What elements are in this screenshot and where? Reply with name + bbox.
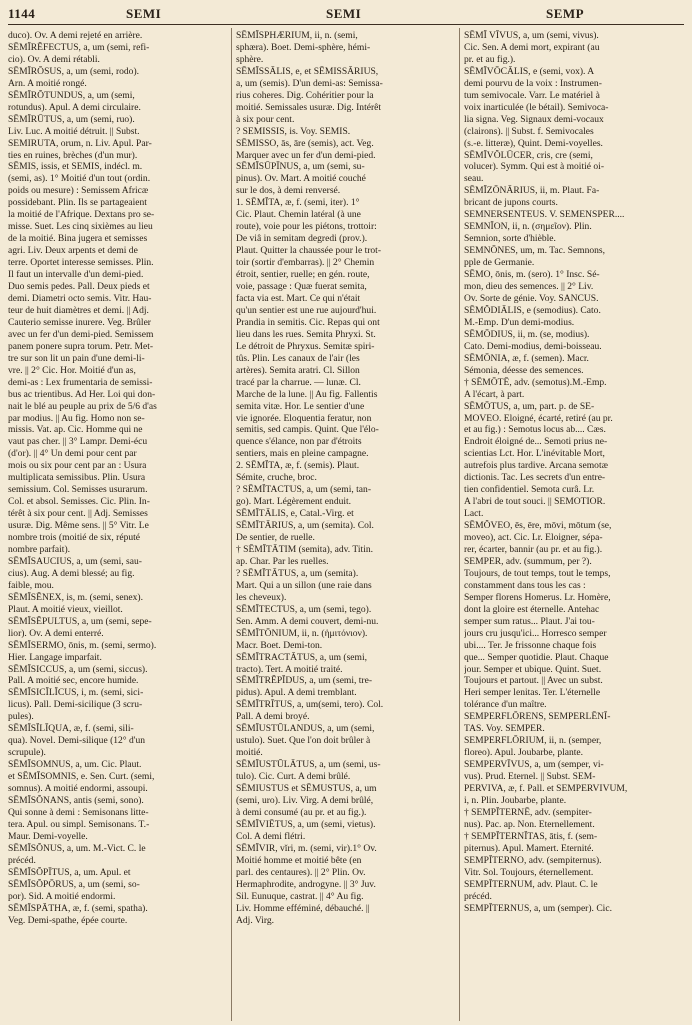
text-line: qua). Novel. Demi-silique (12° d'un	[8, 735, 146, 747]
text-line: 1. SĒMĬTA, æ, f. (semi, iter). 1°	[236, 197, 360, 209]
text-line: Arn. A moitié rongé.	[8, 77, 87, 89]
text-line: voie, passage : Quæ fuerat semita,	[236, 281, 367, 293]
text-line: i, n. Plin. Joubarbe, plante.	[464, 795, 567, 806]
text-line: SĒMĬRŪTUS, a, um (semi, ruo).	[8, 113, 135, 125]
text-line: ties en ruines, brèches (d'un mur).	[8, 149, 138, 161]
text-line: Prandia in semitis. Cic. Repas qui ont	[236, 316, 380, 328]
text-line: SĒMĬTĀLIS, e, Catal.-Virg. et	[236, 508, 354, 520]
text-line: demi pourvu de la voix : Instrumen-	[464, 77, 602, 89]
text-line: SĒMĬUSTŬLĀTUS, a, um (semi, us-	[236, 759, 381, 771]
text-line: go). Mart. Légèrement enduit.	[236, 496, 352, 508]
text-line: SĒMŌDIUS, ii, m. (se, modius).	[464, 328, 590, 340]
text-line: tolérance d'un maître.	[464, 699, 547, 711]
text-line: SĒMISSO, ās, āre (semis), act. Veg.	[236, 137, 374, 149]
header-center-word: SEMI	[326, 6, 362, 21]
text-line: agri. Liv. Deux arpents et demi de	[8, 245, 138, 257]
text-line: De sentier, de ruelle.	[236, 532, 315, 544]
text-line: Adj. Virg.	[236, 914, 275, 926]
text-line: Veg. Demi-spathe, épée courte.	[8, 914, 128, 926]
text-line: Le détroit de Phryxus. Semitæ spiri-	[236, 340, 375, 352]
text-line: pr. et au fig.).	[464, 53, 516, 65]
text-line: constamment dans tous les cas :	[464, 579, 586, 591]
text-line: Cauterio semisse inurere. Veg. Brûler	[8, 316, 151, 328]
text-line: sphæra). Boet. Demi-sphère, hémi-	[236, 41, 371, 53]
text-line: cio). Ov. A demi rétabli.	[8, 53, 100, 65]
text-line: tre sur son lit un pain d'une demi-li-	[8, 352, 145, 364]
text-line: Marquer avec un fer d'un demi-pied.	[236, 149, 376, 161]
text-line: SĒMĬSOMNUS, a, um. Cic. Plaut.	[8, 759, 142, 771]
text-line: SĒMĬRŌSUS, a, um (semi, rodo).	[8, 65, 140, 77]
text-line: sur le dos, à demi renversé.	[236, 185, 341, 197]
text-line: avec un fer d'un demi-pied. Semissem	[8, 328, 154, 340]
text-line: SĒMĬTŌNIUM, ii, n. (ἡμιτόνιον).	[236, 627, 368, 639]
text-line: SĒMŎVEO, ēs, ēre, mōvi, mōtum (se,	[464, 520, 612, 532]
text-line: (semi, uro). Liv. Virg. A demi brûlé,	[236, 795, 374, 806]
text-line: ? SĒMĬTACTUS, a, um (semi, tan-	[236, 484, 371, 496]
text-line: piternus). Apul. Mamert. Eternité.	[464, 842, 594, 854]
text-line: SĒMĬSĬLĪQUA, æ, f. (semi, sili-	[8, 723, 134, 735]
column-divider	[459, 28, 460, 1021]
text-line: Hier. Langage imparfait.	[8, 651, 102, 663]
text-line: missis. Vat. ap. Cic. Homme qui ne	[8, 424, 143, 436]
text-line: Endroit éloigné de... Semoti prius ne-	[464, 436, 608, 448]
text-line: SEMPER, adv. (summum, per ?).	[464, 555, 592, 567]
text-line: SĒMĬSSĀLIS, e, et SĒMISSĀRIUS,	[236, 65, 379, 77]
text-line: parl. des centaures). || 2° Plin. Ov.	[236, 866, 366, 878]
page-number: 1144	[8, 6, 36, 21]
text-line: A l'abri de tout souci. || SEMOTIOR.	[464, 496, 606, 508]
text-line: SEMNĬON, ii, n. (σημεῖον). Plin.	[464, 221, 592, 233]
column-divider	[231, 28, 232, 1021]
text-line: Pall. A moitié sec, encore humide.	[8, 675, 139, 687]
text-line: Sen. Amm. A demi couvert, demi-nu.	[236, 615, 379, 627]
text-line: SĒMO, ōnis, m. (sero). 1° Insc. Sé-	[464, 269, 600, 281]
text-line: sentiers, mais en pleine campagne.	[236, 448, 369, 460]
text-line: précéd.	[8, 854, 36, 866]
text-line: possidebant. Plin. Ils se partageaient	[8, 197, 147, 209]
text-line: SĒMŌTUS, a, um, part. p. de SE-	[464, 400, 595, 412]
text-line: SĒMĬVIĒTUS, a, um (semi, vietus).	[236, 818, 376, 830]
text-line: demi-as : Lex frumentaria de semissi-	[8, 376, 153, 388]
text-line: SĒMĬSPĂTHA, æ, f. (semi, spatha).	[8, 902, 148, 914]
text-line: précéd.	[464, 890, 492, 902]
text-line: Liv. Luc. A moitié détruit. || Subst.	[8, 125, 140, 137]
text-line: faible, mou.	[8, 579, 54, 591]
text-line: de la moitié. Bina jugera et semisses	[8, 233, 148, 245]
text-line: nombre parfait).	[8, 543, 71, 555]
text-line: misse. Suet. Les cinq sixièmes au lieu	[8, 221, 153, 233]
text-line: jours cru jusqu'ici... Horresco semper	[464, 627, 607, 639]
text-line: Col. A demi flétri.	[236, 830, 306, 842]
text-line: Cato. Demi-modius, demi-boisseau.	[464, 340, 602, 352]
text-line: † SEMPĬTERNĒ, adv. (sempiter-	[464, 806, 592, 818]
text-line: SĒMĬSERMO, ōnis, m. (semi, sermo).	[8, 639, 157, 651]
text-line: A l'écart, à part.	[464, 388, 525, 400]
text-line: Qui sonne à demi : Semisonans litte-	[8, 806, 149, 818]
text-line: dont la gloire est éternelle. Antehac	[464, 603, 600, 615]
text-line: ubi.... Ter. Je frissonne chaque fois	[464, 639, 597, 651]
text-line: bricant de jupons courts.	[464, 197, 558, 209]
text-line: artères). Semita aratri. Cl. Sillon	[236, 364, 360, 376]
text-line: SĒMĬVŌCĀLIS, e (semi, vox). A	[464, 65, 595, 77]
text-line: moitié. Semissales usuræ. Dig. Intérêt	[236, 101, 382, 113]
text-line: SEMNŌNES, um, m. Tac. Semnons,	[464, 245, 606, 257]
text-line: usuræ. Dig. Même sens. || 5° Vitr. Le	[8, 520, 149, 532]
header-rule	[8, 24, 684, 25]
text-line: ? SĒMĬTĀTUS, a, um (semita).	[236, 567, 359, 579]
text-line: (d'or). || 4° Un demi pour cent par	[8, 448, 137, 460]
text-line: (clairons). || Subst. f. Semivocales	[464, 125, 594, 137]
text-line: Lact.	[464, 508, 484, 520]
text-line: SĒMĬTRACTĀTUS, a, um (semi,	[236, 651, 367, 663]
text-line: TAS. Voy. SEMPER.	[464, 723, 545, 735]
text-line: cius). Aug. A demi blessé; au fig.	[8, 567, 135, 579]
text-line: SĒMĬRĔFECTUS, a, um (semi, refi-	[8, 41, 150, 53]
text-line: SĒMIS, issis, et SEMIS, indécl. m.	[8, 161, 143, 173]
text-line: SĒMĬSŎNUS, a, um. M.-Vict. C. le	[8, 842, 146, 854]
text-column-left	[8, 30, 226, 926]
text-line: SĒMĬZŌNĀRIUS, ii, m. Plaut. Fa-	[464, 185, 600, 197]
text-line: lieu dans les rues. Semita Phryxi. St.	[236, 328, 376, 340]
text-line: somnus). A moitié endormi, assoupi.	[8, 783, 148, 795]
text-line: SĒMĬSŎPŌRUS, a, um (semi, so-	[8, 878, 140, 890]
text-line: tracé par la charrue. — lunæ. Cl.	[236, 376, 361, 388]
text-line: pinus). Ov. Mart. A moitié couché	[236, 173, 366, 185]
text-line: et SĒMĬSOMNIS, e. Sen. Curt. (semi,	[8, 771, 155, 783]
text-line: vie ignorée. Eloquentia feratur, non	[236, 412, 372, 424]
text-line: facta via est. Mart. Ce qui n'était	[236, 292, 361, 304]
text-line: SĒMŌNIA, æ, f. (semen). Macr.	[464, 352, 589, 364]
text-line: qu'un sentier est une rue aujourd'hui.	[236, 304, 377, 316]
text-line: à demi consumé (au pr. et au fig.).	[236, 806, 367, 818]
text-line: Duo semis pedes. Pall. Deux pieds et	[8, 281, 150, 293]
text-line: SĒMĬSPHÆRIUM, ii, n. (semi,	[236, 30, 358, 41]
running-header	[8, 6, 684, 22]
text-line: MOVEO. Eloigné, écarté, retiré (au pr.	[464, 412, 613, 424]
text-line: Liv. Homme efféminé, débauché. ||	[236, 902, 370, 914]
text-line: tulo). Cic. Curt. A demi brûlé.	[236, 771, 351, 783]
text-line: a, um (semis). D'un demi-as: Semissa-	[236, 77, 383, 89]
text-line: que... Semper quotidie. Plaut. Chaque	[464, 651, 609, 663]
text-line: rer, écarter, bannir (au pr. et au fig.).	[464, 543, 603, 555]
text-line: demi. Diametri octo semis. Vitr. Hau-	[8, 292, 152, 304]
text-line: (s.-e. litteræ), Quint. Demi-voyelles.	[464, 137, 603, 149]
text-line: Semper florens Homerus. Lr. Homère,	[464, 591, 611, 603]
text-line: mon, dieu des semences. || 2° Liv.	[464, 281, 594, 293]
text-line: SĒMĬSŎPĪTUS, a, um. Apul. et	[8, 866, 131, 878]
text-line: SEMPERFLŌRENS, SEMPERLĒNĪ-	[464, 711, 611, 723]
text-line: moitié.	[236, 747, 263, 759]
header-right-word: SEMP	[546, 6, 585, 21]
text-line: PERVIVA, æ, f. Pall. et SEMPERVIVUM,	[464, 783, 628, 795]
text-line: Mart. Qui a un sillon (une raie dans	[236, 579, 372, 591]
text-line: jour. Semper et ubique. Quint. Suet.	[464, 663, 602, 675]
text-line: SĒMĬSŪPĪNUS, a, um (semi, su-	[236, 161, 365, 173]
text-line: SĒMIUSTUS et SĒMUSTUS, a, um	[236, 783, 377, 795]
text-line: lior). Ov. A demi enterré.	[8, 627, 104, 639]
text-line: ustulo). Suet. Que l'on doit brûler à	[236, 735, 371, 747]
text-line: SEMPĬTERNUM, adv. Plaut. C. le	[464, 878, 598, 890]
text-line: tum semivocale. Varr. Le matériel à	[464, 89, 600, 101]
text-line: Sémonia, déesse des semences.	[464, 364, 584, 376]
text-line: par modius. || Au fig. Homo non se-	[8, 412, 145, 424]
text-line: semita vitæ. Hor. Le sentier d'une	[236, 400, 365, 412]
text-line: volucer). Symm. Qui est à moitié oi-	[464, 161, 604, 173]
text-line: térêt à six pour cent. || Adj. Semisses	[8, 508, 148, 520]
text-line: SEMPERVĪVUS, a, um (semper, vi-	[464, 759, 604, 771]
text-line: Heri semper lenitas. Ter. L'éternelle	[464, 687, 601, 699]
text-line: Plaut. A moitié vieux, vieillot.	[8, 603, 123, 615]
text-line: bus ac trientibus. Ad Her. Loi qui don-	[8, 388, 156, 400]
text-line: SEMPĬTERNUS, a, um (semper). Cic.	[464, 902, 612, 914]
text-line: dictionis. Tac. Les secrets d'un entre-	[464, 472, 606, 484]
text-line: Semnion, sorte d'hièble.	[464, 233, 556, 245]
text-line: SĒMĬTRĔPĬDUS, a, um (semi, tre-	[236, 675, 373, 687]
text-line: la moitié de l'Afrique. Dextans pro se-	[8, 209, 155, 221]
text-line: les cheveux).	[236, 591, 287, 603]
text-line: vus). Prud. Eternel. || Subst. SEM-	[464, 771, 596, 783]
text-line: ? SEMISSIS, is. Voy. SEMIS.	[236, 125, 351, 137]
text-line: por). Sid. A moitié endormi.	[8, 890, 116, 902]
text-line: tera. Apul. ou simpl. Semisonans. T.-	[8, 818, 150, 830]
text-line: vaut pas cher. || 3° Lampr. Demi-écu	[8, 436, 148, 448]
text-line: SEMPĬTERNO, adv. (sempiternus).	[464, 854, 602, 866]
text-line: et au fig.) : Semotus locus ab.... Cæs.	[464, 424, 606, 436]
text-line: SEMIRUTA, orum, n. Liv. Apul. Par-	[8, 137, 152, 149]
text-line: SEMNERSENTEUS. V. SEMENSPER....	[464, 209, 625, 221]
text-line: scientias Lct. Hor. L'inévitable Mort,	[464, 448, 605, 460]
text-line: SĒMŎDIĀLIS, e (semodius). Cato.	[464, 304, 601, 316]
text-line: Sémite, cruche, broc.	[236, 472, 317, 484]
text-line: mois ou six pour cent par an : Usura	[8, 460, 147, 472]
text-line: De viâ in semitam degredi (prov.).	[236, 233, 368, 245]
text-line: nus). Pac. ap. Non. Eternellement.	[464, 818, 595, 830]
text-line: duco). Ov. A demi rejeté en arrière.	[8, 30, 143, 41]
text-line: Marche de la lune. || Au fig. Fallentis	[236, 388, 378, 400]
text-line: SĒMĬVIR, vĭri, m. (semi, vir).1° Ov.	[236, 842, 377, 854]
text-column-middle	[236, 30, 454, 926]
text-line: rius coheres. Dig. Cohéritier pour la	[236, 89, 374, 101]
text-line: tracto). Tert. A moitié traité.	[236, 663, 343, 675]
text-line: poids ou mesure) : Semissem Africæ	[8, 185, 149, 197]
text-line: Cic. Sen. A demi mort, expirant (au	[464, 41, 600, 53]
text-line: ap. Char. Par les ruelles.	[236, 555, 329, 567]
text-line: Col. et absol. Semisses. Cic. Plin. In-	[8, 496, 150, 508]
text-line: étroit, sentier, ruelle; en gén. route,	[236, 269, 370, 281]
text-line: Vitr. Sol. Toujours, éternellement.	[464, 866, 594, 878]
text-line: † SĒMŌTĒ, adv. (semotus).M.-Emp.	[464, 376, 607, 388]
text-line: panem ponere supra torum. Petr. Met-	[8, 340, 154, 352]
text-line: toir (sortir d'embarras). || 2° Chemin	[236, 257, 375, 269]
text-line: Toujours et partout. || Avec un subst.	[464, 675, 603, 687]
text-line: SĒMĬUSTŬLANDUS, a, um (semi,	[236, 723, 375, 735]
text-line: semissium. Col. Semisses usurarum.	[8, 484, 148, 496]
text-line: SĒMĬSICĬLĬCUS, i, m. (semi, sici-	[8, 687, 144, 699]
text-line: vre. || 2° Cic. Hor. Moitié d'un as,	[8, 364, 136, 376]
text-line: multiplicata semissibus. Plin. Usura	[8, 472, 146, 484]
text-line: terre. Oportet interesse semisses. Plin.	[8, 257, 154, 269]
text-line: moveo), act. Cic. Lr. Eloigner, sépa-	[464, 532, 603, 544]
text-line: SĒMĬ VĪVUS, a, um (semi, vivus).	[464, 30, 599, 41]
text-line: SĒMĬSĔPULTUS, a, um (semi, sepe-	[8, 615, 152, 627]
text-line: SĒMĬSAUCIUS, a, um (semi, sau-	[8, 555, 142, 567]
text-line: tien confidentiel. Semota curâ. Lr.	[464, 484, 595, 496]
text-line: semper sum ratus... Plaut. J'ai tou-	[464, 615, 595, 627]
text-line: Il faut un intervalle d'un demi-pied.	[8, 269, 144, 281]
text-line: Moitié homme et moitié bête (en	[236, 854, 362, 866]
text-line: (semi, as). 1° Moitié d'un tout (ordin.	[8, 173, 151, 185]
text-line: scrupule).	[8, 747, 46, 759]
text-line: sphère.	[236, 53, 264, 65]
text-column-right	[464, 30, 682, 915]
text-line: † SEMPĬTERNĬTAS, ātis, f. (sem-	[464, 830, 598, 842]
text-line: M.-Emp. D'un demi-modius.	[464, 316, 575, 328]
text-line: nait le blé au peuple au prix de 5/6 d'as	[8, 400, 157, 412]
text-line: route), voie pour les piétons, trottoir:	[236, 221, 377, 233]
text-line: floreo). Apul. Joubarbe, plante.	[464, 747, 584, 759]
text-line: lia signa. Veg. Signaux demi-vocaux	[464, 113, 604, 125]
text-line: pidus). Apul. A demi tremblant.	[236, 687, 357, 699]
text-line: Ov. Sorte de génie. Voy. SANCUS.	[464, 292, 599, 304]
text-line: pules).	[8, 711, 34, 723]
text-line: † SĒMĬTĀTIM (semita), adv. Titin.	[236, 543, 374, 555]
text-line: quence s'élance, non par d'étroits	[236, 436, 362, 448]
text-line: autrefois plus tardive. Arcana semotæ	[464, 460, 608, 472]
text-line: Maur. Demi-voyelle.	[8, 830, 88, 842]
text-line: Hermaphrodite, androgyne. || 3° Juv.	[236, 878, 376, 890]
text-line: à six pour cent.	[236, 113, 295, 125]
text-line: SEMPERFLŌRIUM, ii, n. (semper,	[464, 735, 602, 747]
text-line: SĒMĬTĀRIUS, a, um (semita). Col.	[236, 520, 374, 532]
text-line: licus). Pall. Demi-sicilique (3 scru-	[8, 699, 143, 711]
text-line: SĒMĬTRĪTUS, a, um(semi, tero). Col.	[236, 699, 384, 711]
text-line: tûs. Plin. Les canaux de l'air (les	[236, 352, 360, 364]
text-line: teur de huit diamètres et demi. || Adj.	[8, 304, 149, 316]
text-line: Sil. Eunuque, castrat. || 4° Au fig.	[236, 890, 364, 902]
text-line: Toujours, de tout temps, tout le temps,	[464, 567, 611, 579]
text-line: Pall. A demi broyé.	[236, 711, 310, 723]
text-line: Cic. Plaut. Chemin latéral (à une	[236, 209, 361, 221]
text-line: SĒMĬSICCUS, a, um (semi, siccus).	[8, 663, 148, 675]
text-line: seau.	[464, 173, 484, 185]
text-line: Plaut. Quitter la chaussée pour le trot-	[236, 245, 382, 257]
text-line: SĒMĬRŎTUNDUS, a, um (semi,	[8, 89, 135, 101]
text-line: SĒMĬTECTUS, a, um (semi, tego).	[236, 603, 372, 615]
text-line: Macr. Boet. Demi-ton.	[236, 639, 323, 651]
text-line: SĒMĬVŎLŪCER, cris, cre (semi,	[464, 149, 593, 161]
text-line: rotundus). Apul. A demi circulaire.	[8, 101, 141, 113]
text-line: pple de Germanie.	[464, 257, 535, 269]
header-left-word: SEMI	[126, 6, 162, 21]
text-line: nombre trois (moitié de six, réputé	[8, 532, 141, 544]
text-line: 2. SĒMĬTA, æ, f. (semis). Plaut.	[236, 460, 360, 472]
text-line: semitis, sed campis. Quint. Que l'élo-	[236, 424, 379, 436]
text-line: SĒMĬSŎNANS, antis (semi, sono).	[8, 795, 144, 806]
text-line: voix inarticulée (le bétail). Semivoca-	[464, 101, 609, 113]
text-line: SĒMĬSĔNEX, is, m. (semi, senex).	[8, 591, 143, 603]
